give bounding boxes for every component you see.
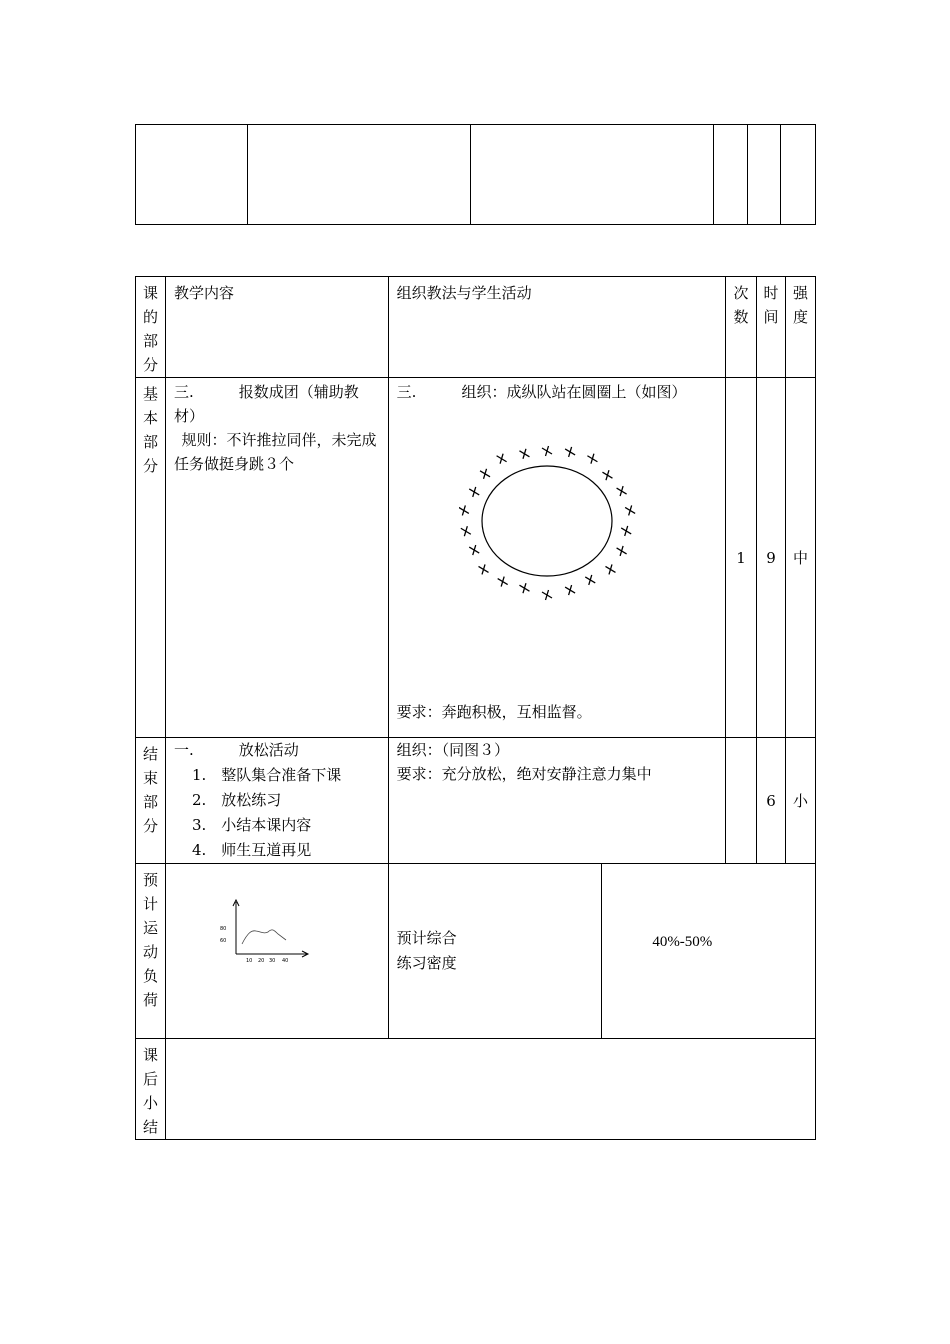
student-mark [616,546,626,556]
header-row [136,277,816,378]
student-mark [621,526,631,536]
student-mark [602,470,612,480]
student-mark [469,545,479,555]
student-mark [469,487,479,497]
student-mark [542,590,552,600]
ending-item-2: 2. 放松练习 [191,791,282,809]
ending-times [726,738,757,864]
student-mark [496,454,506,464]
lesson-plan-table [135,276,816,1140]
density-value-cell [602,864,816,1039]
x-tick-20: 20 [257,958,265,964]
header-content: 教学内容 [165,277,388,378]
basic-intensity: 中 [786,378,816,738]
empty-cell [748,125,781,225]
student-mark [616,486,626,496]
student-mark [478,564,488,574]
circle-track [482,466,612,576]
empty-cell [247,125,470,225]
basic-method [388,378,725,738]
load-curve [242,930,286,944]
ending-item-1: 1. 整队集合准备下课 [191,766,342,784]
student-mark [519,583,529,593]
density-label-cell [388,864,602,1039]
ending-content-title: 一. 放松活动 [173,741,299,759]
student-mark [542,446,552,456]
student-mark [480,469,490,479]
circle-formation-diagram [459,433,649,608]
load-chart-cell [165,864,388,1039]
header-intensity: 强度 [786,277,816,378]
ending-item-3: 3. 小结本课内容 [191,816,312,834]
y-tick-80: 80 [219,926,227,932]
student-mark [585,575,595,585]
density-label-1: 预计综合 [396,929,457,947]
basic-method-title: 三. 组织：成纵队站在圆圈上（如图） [396,383,687,401]
student-mark [565,447,575,457]
x-tick-40: 40 [281,958,289,964]
ending-method [388,738,725,864]
basic-part-row [136,378,816,738]
student-mark [565,585,575,595]
empty-cell [136,125,248,225]
student-mark [625,505,635,515]
header-duration: 时间 [757,277,786,378]
ending-item-4: 4. 师生互道再见 [191,841,312,859]
ending-content [165,738,388,864]
density-label-2: 练习密度 [396,954,457,972]
basic-part-label: 基本部分 [136,378,166,738]
basic-content-rule: 规则：不许推拉同伴，未完成任务做挺身跳３个 [173,431,377,473]
basic-method-requirement: 要求：奔跑积极，互相监督。 [396,703,592,721]
empty-cell [470,125,713,225]
student-mark [497,577,507,587]
student-mark [461,526,471,536]
ending-part-row [136,738,816,864]
summary-part-label: 课后小结 [136,1039,166,1140]
basic-duration: 9 [757,378,786,738]
empty-cell [781,125,816,225]
load-curve-chart [216,894,316,969]
student-mark [605,564,615,574]
header-method: 组织教法与学生活动 [388,277,725,378]
density-value: 40%-50% [652,934,713,950]
header-times: 次数 [726,277,757,378]
ending-method-req: 要求：充分放松，绝对安静注意力集中 [396,765,652,783]
empty-cell [714,125,748,225]
ending-duration: 6 [757,738,786,864]
student-mark [459,505,469,515]
load-part-label: 预计运动负荷 [136,864,166,1039]
x-tick-30: 30 [268,958,276,964]
ending-intensity: 小 [786,738,816,864]
basic-times: 1 [726,378,757,738]
summary-content [165,1039,815,1140]
summary-row [136,1039,816,1140]
basic-content [165,378,388,738]
x-tick-10: 10 [245,958,253,964]
basic-content-title: 三. 报数成团（辅助教 材） [173,383,389,425]
load-row [136,864,816,1039]
student-mark [587,454,597,464]
header-part: 课的部分 [136,277,166,378]
student-marks [459,446,635,600]
student-mark [519,449,529,459]
ending-part-label: 结束部分 [136,738,166,864]
y-tick-60: 60 [219,938,227,944]
top-empty-table [135,124,816,225]
ending-method-org: 组织：（同图３） [396,741,510,759]
